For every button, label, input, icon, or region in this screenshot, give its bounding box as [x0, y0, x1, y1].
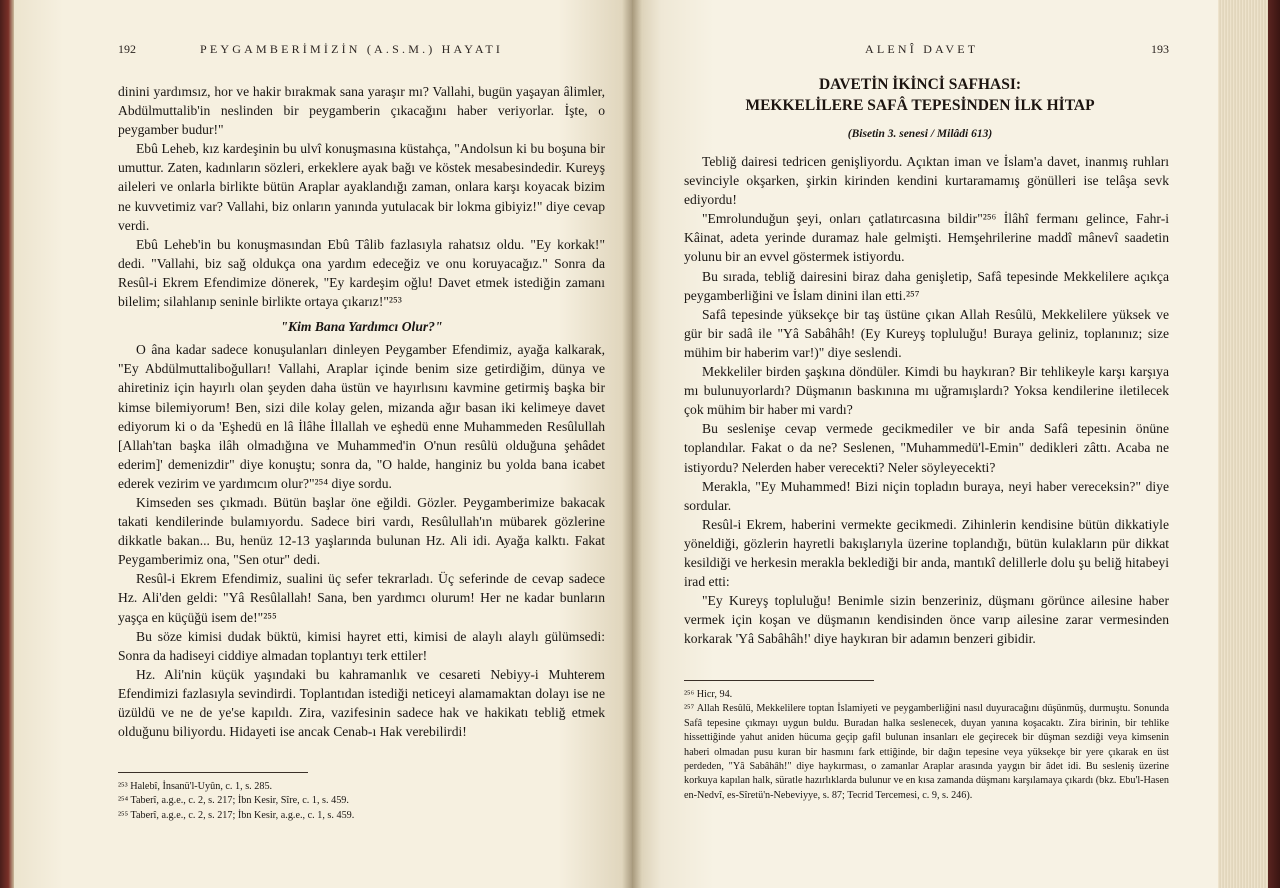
right-footnote-rule — [684, 680, 874, 681]
right-paragraph: Resûl-i Ekrem, haberini vermekte gecikmedi. Zihinlerin kendisine bütün dikkatiyle yöneldiği, gözlerin hayretli bakışlarıyla üzerine toplandığı, bütün kulakların pür dikkat kesildiği ve herkesin merakla beklediği bir anda, mantıkî delillerle dolu şu beliğ hitabeyi irad etti: — [684, 516, 1169, 590]
footnote: ²⁵⁶ Hicr, 94. — [684, 689, 733, 700]
footnote: ²⁵⁴ Taberî, a.g.e., c. 2, s. 217; İbn Kesir, Sîre, c. 1, s. 459. — [118, 795, 349, 807]
footnote: ²⁵³ Halebî, İnsanü'l-Uyûn, c. 1, s. 285. — [118, 781, 273, 792]
left-page-number: 192 — [118, 42, 136, 56]
left-footnote-rule — [118, 772, 308, 773]
footnote: ²⁵⁵ Taberî, a.g.e., c. 2, s. 217; İbn Kesir, a.g.e., c. 1, s. 459. — [118, 809, 355, 821]
left-paragraph: Kimseden ses çıkmadı. Bütün başlar öne eğildi. Gözler. Peygamberimize bakacak takati kendilerinde bulamıyordu. Sadece biri vardı, Resûlullah'ın mübarek gözlerine dikkatle bakan... Bu, henüz 12-13 yaşlarında bulunan Hz. Ali idi. Ayağa kalktı. Fakat Peygamberimiz ona, "Sen otur" dedi. — [118, 494, 605, 568]
book-gutter — [622, 0, 642, 888]
chapter-date-subtitle: (Bisetin 3. senesi / Milâdi 613) — [847, 128, 993, 140]
left-paragraph: Ebû Leheb'in bu konuşmasından Ebû Tâlib fazlasıyla rahatsız oldu. "Ey korkak!" dedi. "Vallahi, biz sağ oldukça ona yardım edeceğiz ve onu koruyacağız." Sonra da Resûl-i Ekrem Efendimize dönerek, "Ey kardeşim oğlu! Davet etmek istediğin zamanı bilelim; silahlanıp seninle birlikte ortaya çıkarız!"²⁵³ — [118, 236, 605, 310]
right-paragraph: Bu seslenişe cevap vermede gecikmediler ve bir anda Safâ tepesinin önüne toplandılar. Fakat o da ne? Seslenen, "Muhammedü'l-Emin" dedikleri zâttı. Acaba ne istiyordu? Nelerden haber verecekti? Neler söyleyecekti? — [684, 421, 1169, 475]
chapter-heading-line-2: MEKKELİLERE SAFÂ TEPESİNDEN İLK HİTAP — [745, 97, 1095, 114]
left-page-body — [118, 82, 605, 741]
right-page-body — [684, 152, 1169, 648]
left-paragraph: dinini yardımsız, hor ve hakir bırakmak sana yaraşır mı? Vallahi, bugün yaşayan âlimler, Abdülmuttalib'in neslinden bir peygamberin çıkacağını haber veriyorlar. İşte, o peygamber budur!" — [118, 84, 605, 138]
right-paragraph: Merakla, "Ey Muhammed! Bizi niçin topladın buraya, neyi haber vereceksin?" diye sordular. — [684, 478, 1169, 513]
section-subheading: "Kim Bana Yardımcı Olur?" — [280, 319, 443, 335]
footnote: ²⁵⁷ Allah Resûlü, Mekkelilere toptan İslamiyeti ve peygamberliğini nasıl duyuracağını düşünmüş, durmuştu. Sonunda Safâ tepesine çıkmayı uygun buldu. Buradan halka seslenecek, duyan yanına koşacaktı. Zira birinin, bir tehlike hissettiğinde yahut aniden hücuma geçip gafil bulunan insanları ele geçirecek bir düşman sezdiği veya kimsenin haberi olmadan pusu kuran bir hasmını fark ettiğinde, bir dağın tepesine veya yüksekçe bir yere çıkarak en üst perdeden, "Yâ Sabâhâh!" diye haykırması, o zamanlar Araplar arasında yaygın bir âdet idi. Bu sesleniş üzerine korkuya kapılan halk, süratle hazırlıklarda bulunur ve en kısa zamanda düşmanı karşılamaya çıkardı (bkz. Ebu'l-Hasen en-Nedvî, es-Sîretü'n-Nebeviyye, s. 87; Tecrid Tercemesi, c. 9, s. 246). — [684, 703, 1169, 801]
right-paragraph: Bu sırada, tebliğ dairesini biraz daha genişletip, Safâ tepesinde Mekkelilere açıkça peygamberliğini ve İslam dinini ilan etti.²⁵⁷ — [684, 268, 1169, 303]
left-footnotes — [118, 780, 605, 823]
right-paragraph: Safâ tepesinde yüksekçe bir taş üstüne çıkan Allah Resûlü, Mekkelilere yüksek ve gür bir sadâ ile "Yâ Sabâhâh! (Ey Kureyş topluluğu! Buraya geliniz, toplanınız; size mühim bir haberim var!)" diye seslendi. — [684, 306, 1169, 360]
chapter-heading-line-1: DAVETİN İKİNCİ SAFHASI: — [818, 76, 1022, 93]
book-cover-edge-left — [0, 0, 14, 888]
right-paragraph: Tebliğ dairesi tedricen genişliyordu. Açıktan iman ve İslam'a davet, inanmış ruhları sevinciyle okşarken, şirkin kirinden kendini kurtaramamış gönülleri ise telâşa sevk ediyordu! — [684, 154, 1169, 208]
left-paragraph: Resûl-i Ekrem Efendimiz, sualini üç sefer tekrarladı. Üç seferinde de cevap sadece Hz. Ali'den geldi: "Yâ Resûlallah! Sana, ben yardımcı olurum! Her ne kadar bunların yaşça en küçüğü isem de!"²⁵⁵ — [118, 571, 605, 625]
right-paragraph: "Emrolunduğun şeyi, onları çatlatırcasına bildir"²⁵⁶ İlâhî fermanı gelince, Fahr-i Kâinat, adeta yerinde duramaz hale gelmişti. Hemşehrilerine maddî mânevî saadetin yolunu bir an evvel göstermek istiyordu. — [684, 211, 1169, 265]
right-running-head: ALENÎ DAVET — [865, 42, 979, 56]
right-footnotes — [684, 688, 1169, 803]
chapter-heading — [680, 74, 1160, 116]
right-paragraph: "Ey Kureyş topluluğu! Benimle sizin benzeriniz, düşmanı görünce ailesine haber vermek için koşan ve düşmanın kendisinden önce varıp ailesine zarar vermesinden korkarak 'Yâ Sabâhâh!' diye haykıran bir adamın benzeri gibidir. — [684, 593, 1169, 647]
right-paragraph: Mekkeliler birden şaşkına döndüler. Kimdi bu haykıran? Bir tehlikeyle karşı karşıya mı bulunuyorlardı? Düşmanın baskınına mı uğramışlardı? Yoksa kendilerine iletilecek çok mühim bir haber mi vardı? — [684, 364, 1169, 418]
left-paragraph: Bu söze kimisi dudak büktü, kimisi hayret etti, kimisi de alaylı alaylı gülümsedi: Sonra da hadiseyi ciddiye almadan toplantıyı terk ettiler! — [118, 628, 605, 663]
left-paragraph: O âna kadar sadece konuşulanları dinleyen Peygamber Efendimiz, ayağa kalkarak, "Ey Abdülmuttaliboğulları! Vallahi, Araplar içinde benim size getirdiğim, dünya ve ahiretiniz için hayırlı olan şeyden daha üstün ve hayırlısını kavmine getirmiş başka bir kimse bilemiyorum! Ben, sizi dile kolay gelen, mizanda ağır basan iki kelimeye davet ediyorum ki o da 'Eşhedü en lâ İlâhe İllallah ve eşhedü enne Muhammeden Resûlullah [Allah'tan başka ilâh olmadığına ve Muhammed'in O'nun resûlü olduğuna şehâdet ederim]' demenizdir" diye konuştu; sonra da, "O halde, hanginiz bu yolda bana icabet ederek vezirim ve yardımcım olur?"²⁵⁴ diye sordu. — [118, 342, 605, 491]
left-running-head: PEYGAMBERİMİZİN (A.S.M.) HAYATI — [200, 42, 504, 56]
book-cover-edge-right — [1268, 0, 1280, 888]
left-paragraph: Hz. Ali'nin küçük yaşındaki bu kahramanlık ve cesareti Nebiyy-i Muhterem Efendimizi fazlasıyla sevindirdi. Toplantıdan istediği neticeyi alamamaktan dolayı ise ne üzüldü ve ne de ye'se kapıldı. Zira, vazifesinin sadece hak ve hakikatı tebliğ etmek olduğunu biliyordu. Hidayeti ise ancak Cenab-ı Hak verebilirdi! — [118, 666, 605, 740]
left-paragraph: Ebû Leheb, kız kardeşinin bu ulvî konuşmasına küstahça, "Andolsun ki bu boşuna bir umuttur. Zaten, kadınların sözleri, erkeklere ayak bağı ve köstek mesabesindedir. Kureyş aileleri ve onlarla birlikte bütün Araplar ayaklandığı zaman, onlara karşı koyacak bizim ne kuvvetimiz var? Vallahi, biz onların yanında yutulacak bir lokma gibiyiz!" diye cevap verdi. — [118, 141, 605, 233]
right-page-number: 193 — [1151, 42, 1169, 56]
